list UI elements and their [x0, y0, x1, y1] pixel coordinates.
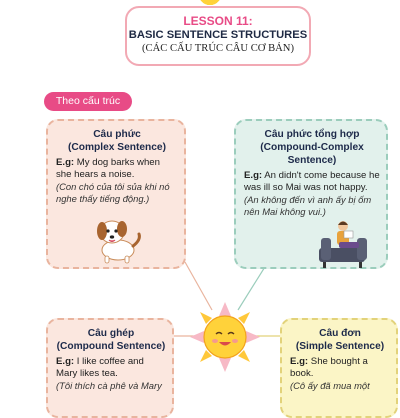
lesson-title-vi: (CÁC CẤU TRÚC CÂU CƠ BẢN)	[142, 43, 294, 54]
lesson-title-en: BASIC SENTENCE STRUCTURES	[128, 29, 308, 41]
example-label: E.g:	[56, 157, 75, 168]
card-title-vi: Câu phức tổng hợp	[264, 129, 360, 140]
example-sentence	[290, 356, 390, 380]
card-title-vi: Câu đơn	[319, 328, 361, 339]
example-text: She bought a book.	[290, 356, 368, 379]
example-text: I like coffee and Mary likes tea.	[56, 356, 144, 379]
card-title-en: (Simple Sentence)	[295, 341, 385, 352]
example-text: My dog barks when she hears a noise.	[56, 157, 160, 180]
card-title-vi: Câu phức	[93, 129, 141, 140]
example-text: An didn't come because he was ill so Mai was not happy.	[244, 170, 380, 193]
card-title-en: (Compound Sentence)	[56, 341, 166, 352]
card-title-en: (Complex Sentence)	[68, 142, 166, 153]
card-title-en: (Compound-Complex Sentence)	[260, 142, 364, 166]
example-label: E.g:	[56, 356, 75, 367]
example-label: E.g:	[244, 170, 263, 181]
example-label: E.g:	[290, 356, 309, 367]
card-simple-sentence	[280, 318, 398, 418]
example-translation: (Con chó của tôi sủa khi nó nghe thấy tiếng động.)	[56, 181, 170, 204]
card-compound-sentence	[46, 318, 174, 418]
example-sentence	[56, 356, 166, 380]
example-translation: (Cô ấy đã mua một	[290, 380, 370, 391]
example-translation: (An không đến vì anh ấy bị ốm nên Mai không vui.)	[244, 194, 372, 217]
card-title-vi: Câu ghép	[87, 328, 135, 339]
example-sentence	[56, 157, 178, 181]
category-tag: Theo cấu trúc	[44, 92, 132, 111]
sun-icon	[188, 300, 262, 374]
woman-reading-icon	[313, 218, 375, 270]
lesson-number: LESSON 11:	[183, 14, 253, 28]
example-sentence	[244, 170, 380, 194]
dog-icon	[92, 214, 144, 264]
example-translation: (Tôi thích cà phê và Mary	[56, 380, 162, 391]
